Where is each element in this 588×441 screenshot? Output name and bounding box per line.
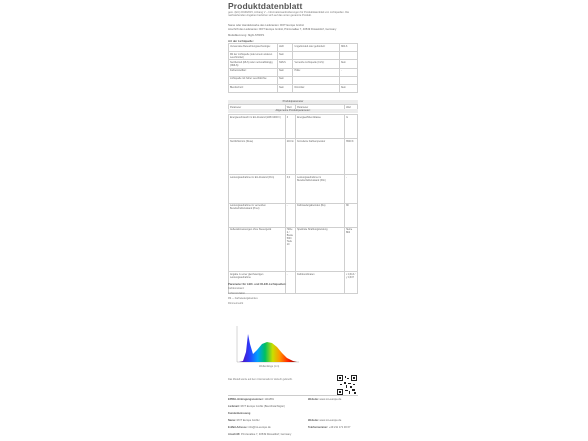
param-cell: x 0,313 / y 0,337	[345, 271, 358, 293]
param-cell: 216 lm	[285, 139, 295, 175]
footer-label: EPREL-Eintragungsnummer:	[228, 398, 264, 401]
param-cell: -	[345, 175, 358, 203]
type-cell: Hülle:	[293, 68, 339, 76]
footer-label: Telefonnummer:	[308, 426, 329, 429]
footer-line	[228, 405, 285, 408]
footer-label: Anschrift:	[228, 433, 241, 436]
header-cell: Wert	[345, 105, 358, 110]
param-cell: Energieeffizienzklasse	[296, 115, 345, 139]
type-row	[229, 84, 358, 92]
address-line: Anschrift des Lieferanten: ROT Europe GmbH, Prinzenallee 7, 40549 Düsseldorf, Germany	[228, 28, 337, 31]
type-row	[229, 68, 358, 76]
param-row	[229, 203, 358, 227]
page-title: Produktdatenblatt	[228, 1, 303, 11]
type-cell	[293, 52, 339, 60]
type-cell: Blendschutz:	[229, 84, 278, 92]
type-row	[229, 60, 358, 68]
param-row	[229, 227, 358, 271]
type-cell: Verwendete Beleuchtungstechnologie:	[229, 44, 278, 52]
footer-line	[228, 419, 259, 422]
param-cell: Höhe 2 / Breite 500 / Tiefe 10	[285, 227, 295, 271]
param-cell: Korrelierte Farbtemperatur	[296, 139, 345, 175]
footer-label: Kundenbetreuung	[228, 412, 251, 415]
param-cell: 3	[285, 115, 295, 139]
footer-divider	[228, 395, 358, 396]
type-row	[229, 52, 358, 60]
model-line: Modellkennung: Night-STRIP1	[228, 34, 265, 37]
param-cell: Siehe Bild	[345, 227, 358, 271]
footer-label: Lieferant:	[228, 405, 240, 408]
param-cell: G	[345, 115, 358, 139]
param-cell: Angabe zu einer gleichwertigen Leistungsaufnahme	[229, 271, 286, 293]
param-cell: Außenabmessungen ohne Steuergerät	[229, 227, 286, 271]
param-table	[228, 114, 358, 294]
led-param-line: Lichtstromfaktor	[228, 292, 246, 295]
supplier-line: Name oder Handelsmarke des Lieferanten: ROT Europe GmbH	[228, 24, 304, 27]
led-param-line: Farbkonsistenz	[228, 287, 245, 290]
footer-label: Website:	[308, 419, 319, 422]
param-row	[229, 139, 358, 175]
header-cell: Parameter	[229, 105, 286, 110]
type-cell: Ungebündelt oder gebündelt:	[293, 44, 339, 52]
param-cell: Leistungsaufnahme im Bereitschaftszustand (Psb)	[296, 175, 345, 203]
footer-value: +49 211 171 30 67	[328, 426, 351, 429]
footer-value: 1111881	[264, 398, 275, 401]
spectrum-chart	[229, 322, 301, 368]
type-cell	[339, 52, 357, 60]
footer-label: Website:	[308, 398, 319, 401]
footer-line	[228, 398, 274, 401]
footer-line	[228, 426, 271, 429]
type-cell: Nein	[278, 76, 293, 84]
param-cell: Leistungsaufnahme im vernetzten Bereitschaftszustand (Pnet)	[229, 203, 286, 227]
param-cell: 3,0	[285, 175, 295, 203]
footer-label: Name:	[228, 419, 236, 422]
footer-value: www.rot-europe.de	[319, 419, 342, 422]
type-cell: Farbeinstellbar:	[229, 68, 278, 76]
param-cell: Farbkoordinaten	[296, 271, 345, 293]
footer-line	[228, 412, 250, 415]
footer-line-right	[308, 398, 341, 401]
spectrum-curve	[239, 334, 297, 362]
footer-note: Das Modell wurde auf dem Unionsmarkt in Verkehr gebracht.	[228, 378, 293, 381]
type-cell: -	[339, 68, 357, 76]
type-cell: NDLS	[339, 44, 357, 52]
param-cell: Leistungsaufnahme im Ein-Zustand (Pon)	[229, 175, 286, 203]
param-cell: -	[285, 203, 295, 227]
section-type-heading: Art der Lichtquelle:	[228, 39, 254, 43]
type-cell: Nein	[278, 84, 293, 92]
led-param-line: Flimmermetrik	[228, 302, 244, 305]
qr-code-icon[interactable]	[337, 375, 357, 395]
header-cell: Wert	[285, 105, 295, 110]
param-cell: Energieverbrauch im Ein-Zustand (kWh/1000 h)	[229, 115, 286, 139]
type-cell	[339, 76, 357, 84]
led-param-line: R9 — Farbwiedergabeindex	[228, 297, 258, 300]
type-row	[229, 76, 358, 84]
intro-text: gem. (EU) 2019/2015, Anhang V – Informationsanforderungen für Produktdatenblatt von Lichtquellen. Die nachstehenden Angaben beziehen sich auf das unten genannte Produkt.	[228, 11, 350, 18]
footer-line-right	[308, 419, 341, 422]
footer-value: ROT Europe GmbH (Bevollmächtigter)	[240, 405, 285, 408]
type-cell: NMLS	[278, 60, 293, 68]
footer-value: ROT Europe GmbH	[236, 419, 260, 422]
type-cell: Lichtquelle mit hoher Leuchtdichte:	[229, 76, 278, 84]
type-table	[228, 43, 358, 93]
param-cell: Nutzlichtstrom (Φuse)	[229, 139, 286, 175]
type-row	[229, 44, 358, 52]
spectrum-caption: Wellenlänge (nm)	[259, 365, 280, 368]
band-product-params: Produktparameter	[228, 100, 358, 104]
header-cell: Parameter	[296, 105, 345, 110]
type-cell	[293, 76, 339, 84]
type-cell: Nein	[278, 52, 293, 60]
param-cell: Farbwiedergabeindex (Ra)	[296, 203, 345, 227]
param-row	[229, 115, 358, 139]
type-cell: Netzbetrieb (MLS) oder netzunabhängig (NMLS):	[229, 60, 278, 68]
type-cell: Dimmbar:	[293, 84, 339, 92]
footer-value: info@rot-europe.de	[248, 426, 271, 429]
footer-line	[228, 433, 291, 436]
footer-label: E-Mail-Adresse:	[228, 426, 248, 429]
type-cell: Mit der Lichtquelle (oder einem anderen Leuchtmittel)	[229, 52, 278, 60]
param-cell: -	[285, 271, 295, 293]
type-cell: Nein	[278, 68, 293, 76]
param-row	[229, 175, 358, 203]
footer-value: Prinzenallee 7, 40549 Düsseldorf, Germany	[240, 433, 292, 436]
param-cell: Spektrale Strahlungsleistung	[296, 227, 345, 271]
type-cell: LED	[278, 44, 293, 52]
type-cell: Vernetzte Lichtquelle (CLS):	[293, 60, 339, 68]
band-general-params: Allgemeine Produktparameter:	[228, 109, 358, 113]
section-led-heading: Parameter für LED- und OLED-Lichtquellen:	[228, 282, 287, 286]
footer-line-right	[308, 426, 350, 429]
type-cell: Nein	[339, 60, 357, 68]
type-cell: Nein	[339, 84, 357, 92]
param-cell: 6500 K	[345, 139, 358, 175]
footer-value: www.rot-europe.de	[319, 398, 342, 401]
param-cell: 80	[345, 203, 358, 227]
